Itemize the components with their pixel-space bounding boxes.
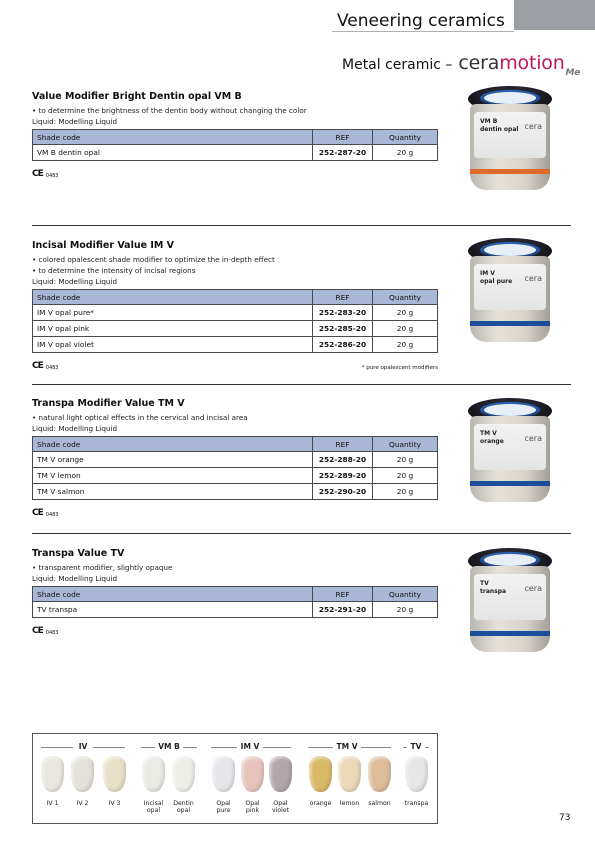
tooth-swatch-label: Opal pure xyxy=(216,800,231,814)
product-jar-image xyxy=(468,398,552,502)
section-liquid: Liquid: Modelling Liquid xyxy=(32,424,118,433)
swatch-group-line xyxy=(183,747,197,748)
page-title: Veneering ceramics xyxy=(337,11,505,31)
table-row xyxy=(33,452,438,468)
header-divider xyxy=(332,31,514,32)
tooth-swatch-label: Opal violet xyxy=(271,800,290,814)
section-liquid: Liquid: Modelling Liquid xyxy=(32,574,118,583)
swatch-group-line xyxy=(211,747,237,748)
ce-mark-icon: CE xyxy=(32,508,43,518)
jar-stripe xyxy=(470,169,550,174)
section-title: Transpa Modifier Value TM V xyxy=(32,398,185,409)
section-bullet: • colored opalescent shade modifier to optimize the in-depth effect xyxy=(32,255,275,264)
table-row xyxy=(33,484,438,500)
tooth-swatch xyxy=(103,756,126,792)
tooth-swatch xyxy=(309,756,332,792)
tooth-swatch xyxy=(142,756,165,792)
jar-label-brand: cera xyxy=(524,274,542,283)
swatch-group-line xyxy=(93,747,125,748)
ref-header: REF xyxy=(313,437,373,452)
quantity-cell: 20 g xyxy=(373,484,438,500)
section-bullet: • to determine the brightness of the dentin body without changing the color xyxy=(32,106,307,115)
ce-marking xyxy=(32,169,440,179)
quantity-header: Quantity xyxy=(373,290,438,305)
shade-code-cell: IM V opal pink xyxy=(33,321,313,337)
shade-table xyxy=(32,436,438,500)
ref-cell: 252-285-20 xyxy=(313,321,373,337)
section-liquid: Liquid: Modelling Liquid xyxy=(32,277,118,286)
tooth-swatch-label: IV 2 xyxy=(76,800,89,807)
table-row xyxy=(33,468,438,484)
shade-code-header: Shade code xyxy=(33,437,313,452)
product-section xyxy=(32,91,440,179)
tooth-swatch xyxy=(241,756,264,792)
shade-code-cell: VM B dentin opal xyxy=(33,145,313,161)
subheading xyxy=(342,52,581,78)
swatch-group-line xyxy=(425,747,429,748)
jar-label-line2: transpa xyxy=(480,588,507,595)
section-divider xyxy=(32,225,571,226)
shade-code-cell: IM V opal violet xyxy=(33,337,313,353)
footnote: * pure opalescent modifiers xyxy=(361,365,438,371)
logo-suffix: Me xyxy=(565,68,581,78)
page-number: 73 xyxy=(559,813,571,823)
table-row xyxy=(33,145,438,161)
section-title: Incisal Modifier Value IM V xyxy=(32,240,174,251)
section-divider xyxy=(32,384,571,385)
ce-mark-icon: CE xyxy=(32,626,43,636)
shade-code-header: Shade code xyxy=(33,130,313,145)
tooth-swatch-label: IV 1 xyxy=(46,800,59,807)
ce-number: 0483 xyxy=(45,512,59,518)
shade-code-header: Shade code xyxy=(33,587,313,602)
ref-cell: 252-283-20 xyxy=(313,305,373,321)
ref-cell: 252-287-20 xyxy=(313,145,373,161)
ref-header: REF xyxy=(313,130,373,145)
section-bullet: • natural light optical effects in the cervical and incisal area xyxy=(32,413,248,422)
ce-number: 0483 xyxy=(45,173,59,179)
jar-label-line1: TM V xyxy=(480,430,497,437)
tooth-swatch-label: lemon xyxy=(339,800,360,807)
jar-body xyxy=(470,566,550,652)
jar-cap-label xyxy=(484,244,536,256)
quantity-cell: 20 g xyxy=(373,468,438,484)
jar-body xyxy=(470,104,550,190)
shade-code-cell: TM V orange xyxy=(33,452,313,468)
tooth-swatch-label: orange xyxy=(309,800,332,807)
shade-code-cell: TM V salmon xyxy=(33,484,313,500)
swatch-group-label: TV xyxy=(410,742,422,751)
product-jar-image xyxy=(468,86,552,190)
quantity-header: Quantity xyxy=(373,587,438,602)
jar-label xyxy=(474,424,546,470)
ref-cell: 252-286-20 xyxy=(313,337,373,353)
swatch-group-label: TM V xyxy=(336,742,358,751)
section-liquid: Liquid: Modelling Liquid xyxy=(32,117,118,126)
jar-cap-label xyxy=(484,404,536,416)
jar-stripe xyxy=(470,321,550,326)
quantity-cell: 20 g xyxy=(373,452,438,468)
swatch-group-line xyxy=(308,747,333,748)
jar-stripe xyxy=(470,481,550,486)
jar-label-line2: opal pure xyxy=(480,278,513,285)
jar-label-line2: orange xyxy=(480,438,504,445)
tooth-swatch-label: Dentin opal xyxy=(173,800,194,814)
logo-part1: cera xyxy=(458,52,500,74)
quantity-header: Quantity xyxy=(373,437,438,452)
product-jar-image xyxy=(468,548,552,652)
ref-cell: 252-288-20 xyxy=(313,452,373,468)
table-row xyxy=(33,305,438,321)
product-section xyxy=(32,240,440,371)
tooth-swatch xyxy=(269,756,292,792)
tooth-swatch xyxy=(212,756,235,792)
jar-label-line1: IM V xyxy=(480,270,495,277)
shade-code-header: Shade code xyxy=(33,290,313,305)
table-header-row xyxy=(33,587,438,602)
ref-cell: 252-291-20 xyxy=(313,602,373,618)
jar-stripe xyxy=(470,631,550,636)
table-row xyxy=(33,337,438,353)
ref-header: REF xyxy=(313,290,373,305)
logo-part2: motion xyxy=(499,52,565,74)
ref-cell: 252-290-20 xyxy=(313,484,373,500)
swatch-group-line xyxy=(361,747,391,748)
shade-code-cell: IM V opal pure* xyxy=(33,305,313,321)
swatch-group-line xyxy=(141,747,155,748)
table-row xyxy=(33,602,438,618)
jar-body xyxy=(470,256,550,342)
table-row xyxy=(33,321,438,337)
quantity-cell: 20 g xyxy=(373,305,438,321)
table-header-row xyxy=(33,130,438,145)
tooth-swatch-label: salmon xyxy=(368,800,391,807)
swatch-group-line xyxy=(263,747,291,748)
jar-label-brand: cera xyxy=(524,584,542,593)
jar-label xyxy=(474,574,546,620)
jar-label-line1: TV xyxy=(480,580,489,587)
quantity-cell: 20 g xyxy=(373,145,438,161)
table-header-row xyxy=(33,437,438,452)
ce-number: 0483 xyxy=(45,365,59,371)
section-divider xyxy=(32,533,571,534)
section-title: Value Modifier Bright Dentin opal VM B xyxy=(32,91,242,102)
shade-table xyxy=(32,129,438,161)
jar-label-brand: cera xyxy=(524,434,542,443)
product-jar-image xyxy=(468,238,552,342)
tooth-swatch xyxy=(71,756,94,792)
section-title: Transpa Value TV xyxy=(32,548,125,559)
ce-mark-icon: CE xyxy=(32,361,43,371)
quantity-cell: 20 g xyxy=(373,602,438,618)
ref-cell: 252-289-20 xyxy=(313,468,373,484)
swatch-group-line xyxy=(41,747,73,748)
shade-swatch-panel xyxy=(32,733,438,824)
swatch-group-label: VM B xyxy=(158,742,180,751)
subheading-text: Metal ceramic – xyxy=(342,57,453,73)
tooth-swatch-label: transpa xyxy=(404,800,429,807)
swatch-group-label: IM V xyxy=(240,742,260,751)
ref-header: REF xyxy=(313,587,373,602)
table-header-row xyxy=(33,290,438,305)
jar-label xyxy=(474,264,546,310)
tooth-swatch xyxy=(41,756,64,792)
jar-label-brand: cera xyxy=(524,122,542,131)
tooth-swatch xyxy=(172,756,195,792)
tooth-swatch-label: Opal pink xyxy=(245,800,260,814)
shade-code-cell: TV transpa xyxy=(33,602,313,618)
product-section xyxy=(32,398,440,518)
product-section xyxy=(32,548,440,636)
tooth-swatch-label: Incisal opal xyxy=(143,800,164,814)
swatch-group-label: IV xyxy=(78,742,88,751)
jar-cap-label xyxy=(484,92,536,104)
tooth-swatch xyxy=(368,756,391,792)
jar-label-line2: dentin opal xyxy=(480,126,519,133)
jar-label xyxy=(474,112,546,158)
quantity-header: Quantity xyxy=(373,130,438,145)
section-bullet: • to determine the intensity of incisal regions xyxy=(32,266,196,275)
ce-marking xyxy=(32,626,440,636)
ce-mark-icon: CE xyxy=(32,169,43,179)
jar-body xyxy=(470,416,550,502)
shade-table xyxy=(32,289,438,353)
swatch-group-line xyxy=(403,747,407,748)
ce-number: 0483 xyxy=(45,630,59,636)
quantity-cell: 20 g xyxy=(373,321,438,337)
tooth-swatch-label: IV 3 xyxy=(108,800,121,807)
ce-marking xyxy=(32,508,440,518)
jar-cap-label xyxy=(484,554,536,566)
header-tab xyxy=(514,0,595,30)
tooth-swatch xyxy=(405,756,428,792)
shade-code-cell: TM V lemon xyxy=(33,468,313,484)
quantity-cell: 20 g xyxy=(373,337,438,353)
ceramotion-logo xyxy=(458,52,581,78)
section-bullet: • transparent modifier, slightly opaque xyxy=(32,563,173,572)
tooth-swatch xyxy=(338,756,361,792)
jar-label-line1: VM B xyxy=(480,118,498,125)
shade-table xyxy=(32,586,438,618)
